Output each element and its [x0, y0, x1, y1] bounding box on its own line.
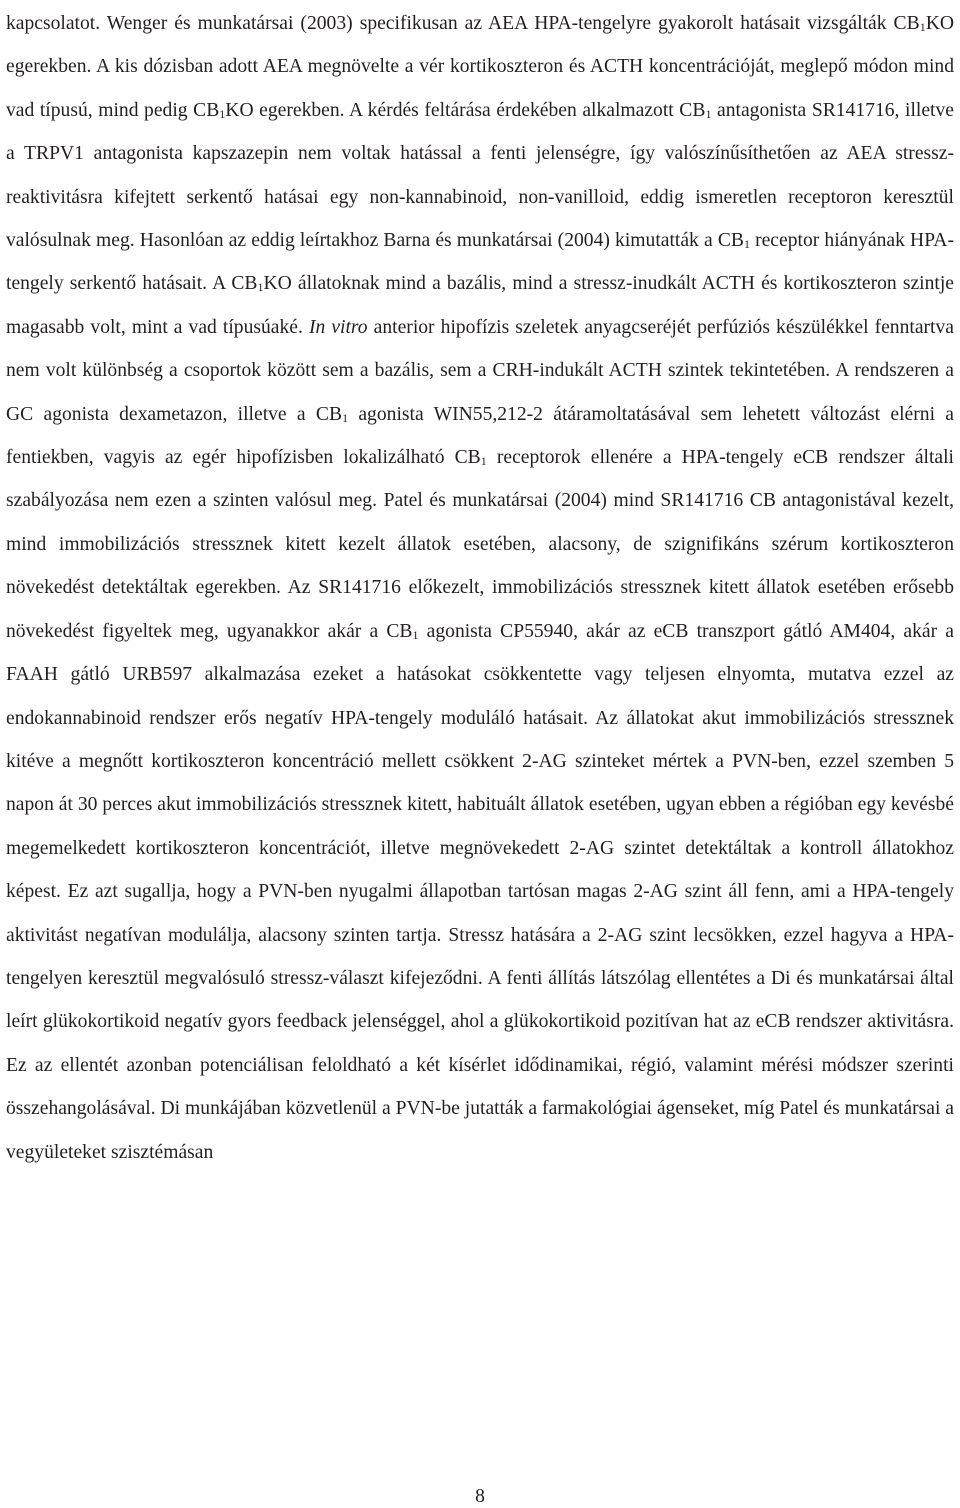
- text-run: receptorok ellenére a HPA-tengely eCB rendszer általi szabályozása nem ezen a szinten valósul meg. Patel és munkatársai (2004) mind SR141716 CB antagonistával kezelt, mind immobilizációs stressznek kitett kezelt állatok esetében, alacsony, de szignifikáns szérum kortikoszteron növekedést detektáltak egerekben. Az SR141716 előkezelt, immobilizációs stressznek kitett állatok esetében erősebb növekedést figyeltek meg, ugyanakkor akár a CB: [6, 447, 954, 642]
- text-run: agonista CP55940, akár az eCB transzport gátló AM404, akár a FAAH gátló URB597 alkalmazása ezeket a hatásokat csökkentette vagy teljesen elnyomta, mutatva ezzel az endokannabinoid rendszer erős negatív HPA-tengely moduláló hatásait. Az állatokat akut immobilizációs stressznek kitéve a megnőtt kortikoszteron koncentráció mellett csökkent 2-AG szinteket mértek a PVN-ben, ezzel szemben 5 napon át 30 perces akut immobilizációs stressznek kitett, habituált állatok esetében, ugyan ebben a régióban egy kevésbé megemelkedett kortikoszteron koncentrációt, illetve megnövekedett 2-AG szintet detektáltak a kontroll állatokhoz képest. Ez azt sugallja, hogy a PVN-ben nyugalmi állapotban tartósan magas 2-AG szint áll fenn, ami a HPA-tengely aktivitást negatívan modulálja, alacsony szinten tartja. Stressz hatására a 2-AG szint lecsökken, ezzel hagyva a HPA-tengelyen keresztül megvalósuló stressz-választ kifejeződni. A fenti állítás látszólag ellentétes a Di és munkatársai által leírt glükokortikoid negatív gyors feedback jelenséggel, ahol a glükokortikoid pozitívan hat az eCB rendszer aktivitásra. Ez az ellentét azonban potenciálisan feloldható a két kísérlet idődinamikai, régió, valamint mérési módszer szerinti összehangolásával. Di munkájában közvetlenül a PVN-be jutatták a farmakológiai ágenseket, míg Patel és munkatársai a vegyületeket szisztémásan: [6, 620, 954, 1163]
- text-run: agonista WIN55,212-2 átáramoltatásával sem lehetett változást elérni a fentiekben, vagyis az egér hipofízisben lokalizálható CB: [6, 403, 955, 469]
- subscript: 1: [919, 20, 926, 34]
- subscript: 1: [257, 280, 264, 295]
- text-run: kapcsolatot. Wenger és munkatársai (2003) specifikusan az AEA HPA-tengelyre gyakorolt hatásait vizsgálták CB: [6, 13, 920, 34]
- italic-text: In vitro: [308, 316, 368, 338]
- subscript: 1: [412, 627, 419, 642]
- subscript: 1: [705, 106, 712, 121]
- subscript: 1: [219, 106, 226, 121]
- text-run: receptor hiányának HPA-tengely serkentő hatásait. A CB: [6, 230, 954, 295]
- subscript: 1: [743, 237, 750, 252]
- text-run: anterior hipofízis szeletek anyagcseréjét perfúziós készülékkel fenntartva nem volt különbség a csoportok között sem a bazális, sem a CRH-indukált ACTH szintek tekintetében. A rendszeren a GC agonista dexametazon, illetve a CB: [6, 316, 954, 425]
- text-run: KO egerekben. A kis dózisban adott AEA megnövelte a vér kortikoszteron és ACTH koncentrációját, meglepő módon mind vad típusú, mind pedig CB: [6, 13, 954, 121]
- text-run: KO állatoknak mind a bazális, mind a stressz-inudkált ACTH és kortikoszteron szintje magasabb volt, mint a vad típusúaké.: [6, 273, 955, 338]
- subscript: 1: [480, 454, 487, 469]
- text-run: antagonista SR141716, illetve a TRPV1 antagonista kapszazepin nem voltak hatással a fenti jelenségre, így valószínűsíthetően az AEA stressz-reaktivitásra kifejtett serkentő hatásai egy non-kannabinoid, non-vanilloid, eddig ismeretlen receptoron keresztül valósulnak meg. Hasonlóan az eddig leírtakhoz Barna és munkatársai (2004) kimutatták a CB: [6, 99, 954, 252]
- subscript: 1: [342, 410, 349, 425]
- text-run: KO egerekben. A kérdés feltárása érdekében alkalmazott CB: [225, 99, 706, 121]
- body-paragraph: [6, 2, 954, 1174]
- page-number: 8: [475, 1486, 485, 1507]
